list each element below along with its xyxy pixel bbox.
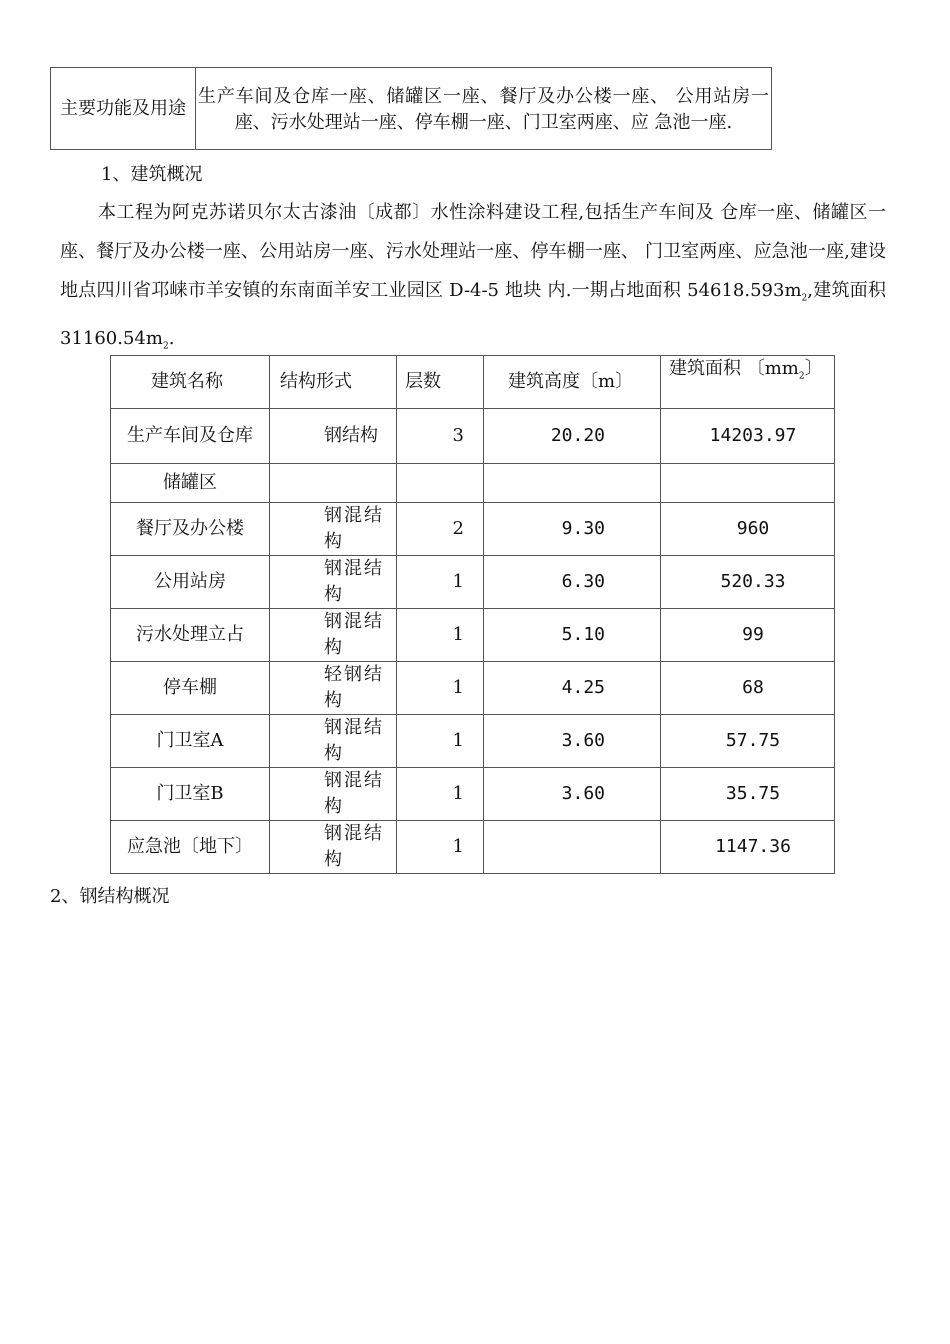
overview-text-c: .: [168, 327, 175, 349]
cell-floors: 1: [397, 715, 484, 768]
cell-name: 餐厅及办公楼: [111, 503, 270, 556]
cell-name: 生产车间及仓库: [111, 409, 270, 464]
function-label: 主要功能及用途: [51, 68, 196, 150]
cell-floors: 1: [397, 662, 484, 715]
cell-height: [484, 821, 661, 874]
header-structure: 结构形式: [270, 356, 397, 409]
cell-area: 520.33: [661, 556, 835, 609]
cell-area: 99: [661, 609, 835, 662]
function-table: [50, 67, 772, 150]
cell-name: 污水处理立占: [111, 609, 270, 662]
cell-name: 公用站房: [111, 556, 270, 609]
table-row: [111, 409, 835, 464]
cell-structure: [270, 464, 397, 503]
function-row: [51, 68, 772, 150]
cell-structure: 钢混结构: [270, 821, 397, 874]
overview-paragraph: [60, 193, 886, 366]
table-row: [111, 821, 835, 874]
table-header-row: [111, 356, 835, 409]
cell-structure: 钢混结构: [270, 609, 397, 662]
header-name: 建筑名称: [111, 356, 270, 409]
superscript-unit-2: 2: [162, 341, 169, 352]
cell-height: 3.60: [484, 768, 661, 821]
cell-name: 储罐区: [111, 464, 270, 503]
function-value: 生产车间及仓库一座、储罐区一座、餐厅及办公楼一座、 公用站房一座、污水处理站一座、停车棚一座、门卫室两座、应 急池一座.: [196, 68, 772, 150]
cell-height: 20.20: [484, 409, 661, 464]
cell-area: 960: [661, 503, 835, 556]
cell-name: 应急池〔地下〕: [111, 821, 270, 874]
cell-name: 门卫室A: [111, 715, 270, 768]
cell-height: 6.30: [484, 556, 661, 609]
cell-area: 14203.97: [661, 409, 835, 464]
header-area-text: 建筑面积 〔mm: [669, 358, 799, 379]
section-heading-steel: 2、钢结构概况: [50, 886, 170, 907]
cell-height: 4.25: [484, 662, 661, 715]
cell-structure: 轻钢结构: [270, 662, 397, 715]
overview-text-a: 本工程为阿克苏诺贝尔太古漆油〔成都〕水性涂料建设工程,包括生产车间及 仓库一座、储罐区一座、餐厅及办公楼一座、公用站房一座、污水处理站一座、停车棚一座、 门卫室两座、应急池一座,建设地点四川省邛崃市羊安镇的东南面羊安工业园区 D-4-5 地块 内.一期占地面积 54618.593m: [60, 202, 886, 301]
cell-structure: 钢混结构: [270, 556, 397, 609]
cell-height: 9.30: [484, 503, 661, 556]
cell-name: 门卫室B: [111, 768, 270, 821]
table-row: [111, 503, 835, 556]
cell-floors: 3: [397, 409, 484, 464]
cell-structure: 钢混结构: [270, 715, 397, 768]
table-row: [111, 609, 835, 662]
table-row: [111, 715, 835, 768]
cell-area: 57.75: [661, 715, 835, 768]
header-area-close: 〕: [804, 358, 823, 379]
table-row: [111, 662, 835, 715]
cell-area: 1147.36: [661, 821, 835, 874]
cell-name: 停车棚: [111, 662, 270, 715]
cell-floors: 1: [397, 768, 484, 821]
cell-floors: 1: [397, 609, 484, 662]
building-table: [110, 355, 835, 874]
cell-area: 35.75: [661, 768, 835, 821]
table-row: [111, 464, 835, 503]
cell-floors: 1: [397, 821, 484, 874]
cell-structure: 钢混结构: [270, 503, 397, 556]
cell-area: [661, 464, 835, 503]
cell-height: 5.10: [484, 609, 661, 662]
cell-floors: [397, 464, 484, 503]
overview-text-b: ,建筑面积 31160.54m: [60, 280, 886, 349]
cell-height: 3.60: [484, 715, 661, 768]
section-heading-overview: 1、建筑概况: [101, 164, 203, 185]
cell-area: 68: [661, 662, 835, 715]
cell-height: [484, 464, 661, 503]
header-floors: 层数: [397, 356, 484, 409]
table-row: [111, 556, 835, 609]
cell-structure: 钢结构: [270, 409, 397, 464]
cell-floors: 1: [397, 556, 484, 609]
header-height: 建筑高度〔m〕: [484, 356, 661, 409]
cell-floors: 2: [397, 503, 484, 556]
cell-structure: 钢混结构: [270, 768, 397, 821]
header-area-sup: 2: [798, 371, 805, 382]
superscript-unit-1: 2: [801, 293, 808, 304]
header-area: [661, 356, 835, 409]
table-row: [111, 768, 835, 821]
